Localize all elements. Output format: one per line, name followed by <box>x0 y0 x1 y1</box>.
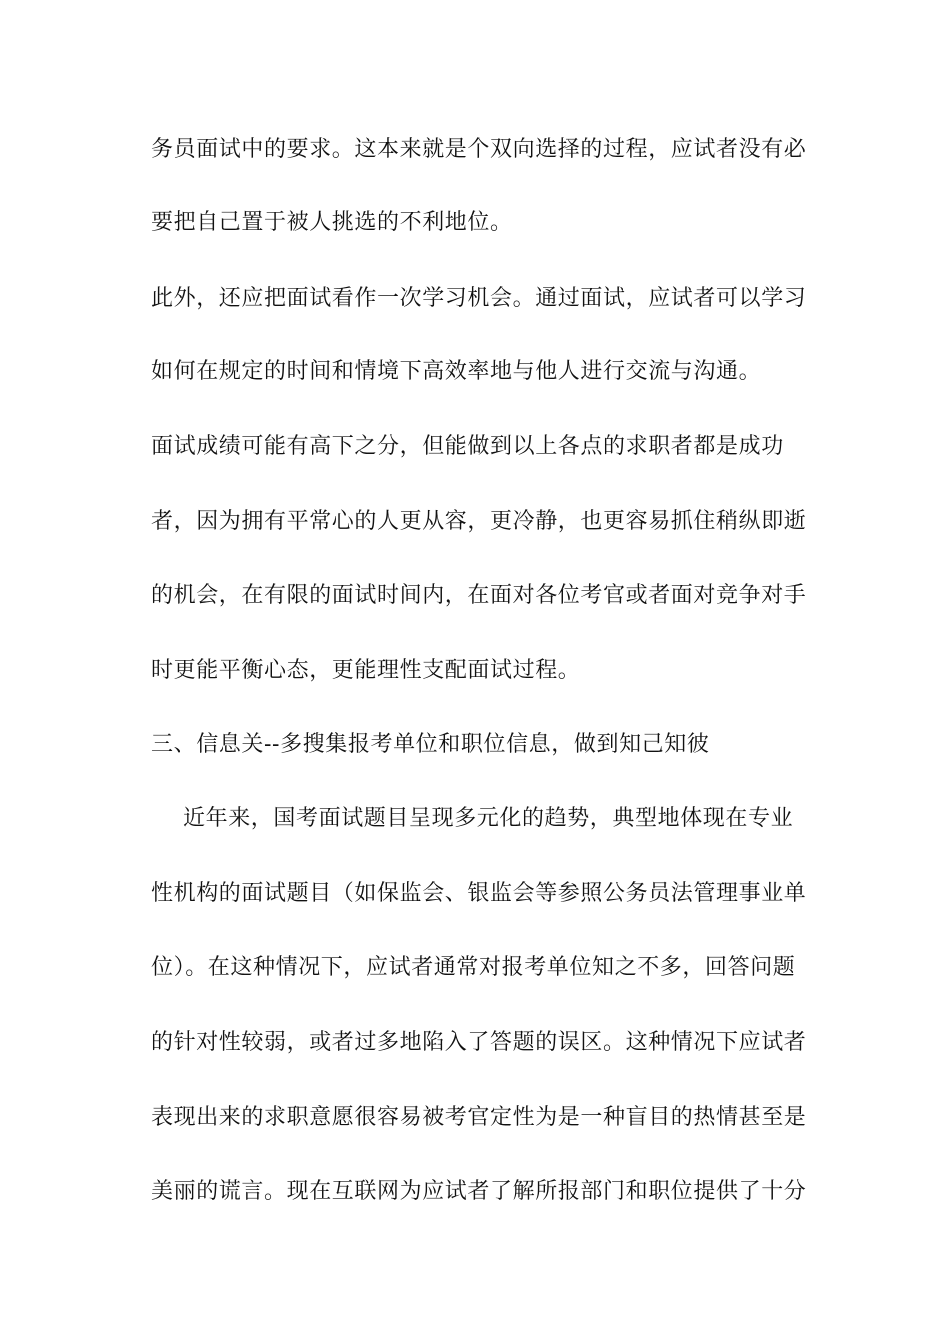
paragraph-line: 的机会，在有限的面试时间内，在面对各位考官或者面对竞争对手 <box>151 583 807 608</box>
paragraph-line: 表现出来的求职意愿很容易被考官定性为是一种盲目的热情甚至是 <box>151 1105 807 1130</box>
paragraph-line: 的针对性较弱，或者过多地陷入了答题的误区。这种情况下应试者 <box>151 1030 807 1055</box>
paragraph-line: 面试成绩可能有高下之分，但能做到以上各点的求职者都是成功 <box>151 434 784 459</box>
paragraph-line: 如何在规定的时间和情境下高效率地与他人进行交流与沟通。 <box>151 359 762 384</box>
paragraph-line: 务员面试中的要求。这本来就是个双向选择的过程，应试者没有必 <box>151 137 807 162</box>
paragraph-line: 要把自己置于被人挑选的不利地位。 <box>151 210 513 235</box>
paragraph-line: 位）。在这种情况下，应试者通常对报考单位知之不多，回答问题 <box>151 955 796 980</box>
paragraph-line: 此外，还应把面试看作一次学习机会。通过面试，应试者可以学习 <box>151 286 807 311</box>
paragraph-line: 者，因为拥有平常心的人更从容，更冷静，也更容易抓住稍纵即逝 <box>151 509 807 534</box>
section-heading: 三、信息关--多搜集报考单位和职位信息，做到知己知彼 <box>151 732 710 757</box>
paragraph-line: 性机构的面试题目（如保监会、银监会等参照公务员法管理事业单 <box>151 881 807 906</box>
paragraph-line: 美丽的谎言。现在互联网为应试者了解所报部门和职位提供了十分 <box>151 1179 807 1204</box>
paragraph-line: 时更能平衡心态，更能理性支配面试过程。 <box>151 658 581 683</box>
paragraph-line: 近年来，国考面试题目呈现多元化的趋势，典型地体现在专业 <box>183 806 794 831</box>
